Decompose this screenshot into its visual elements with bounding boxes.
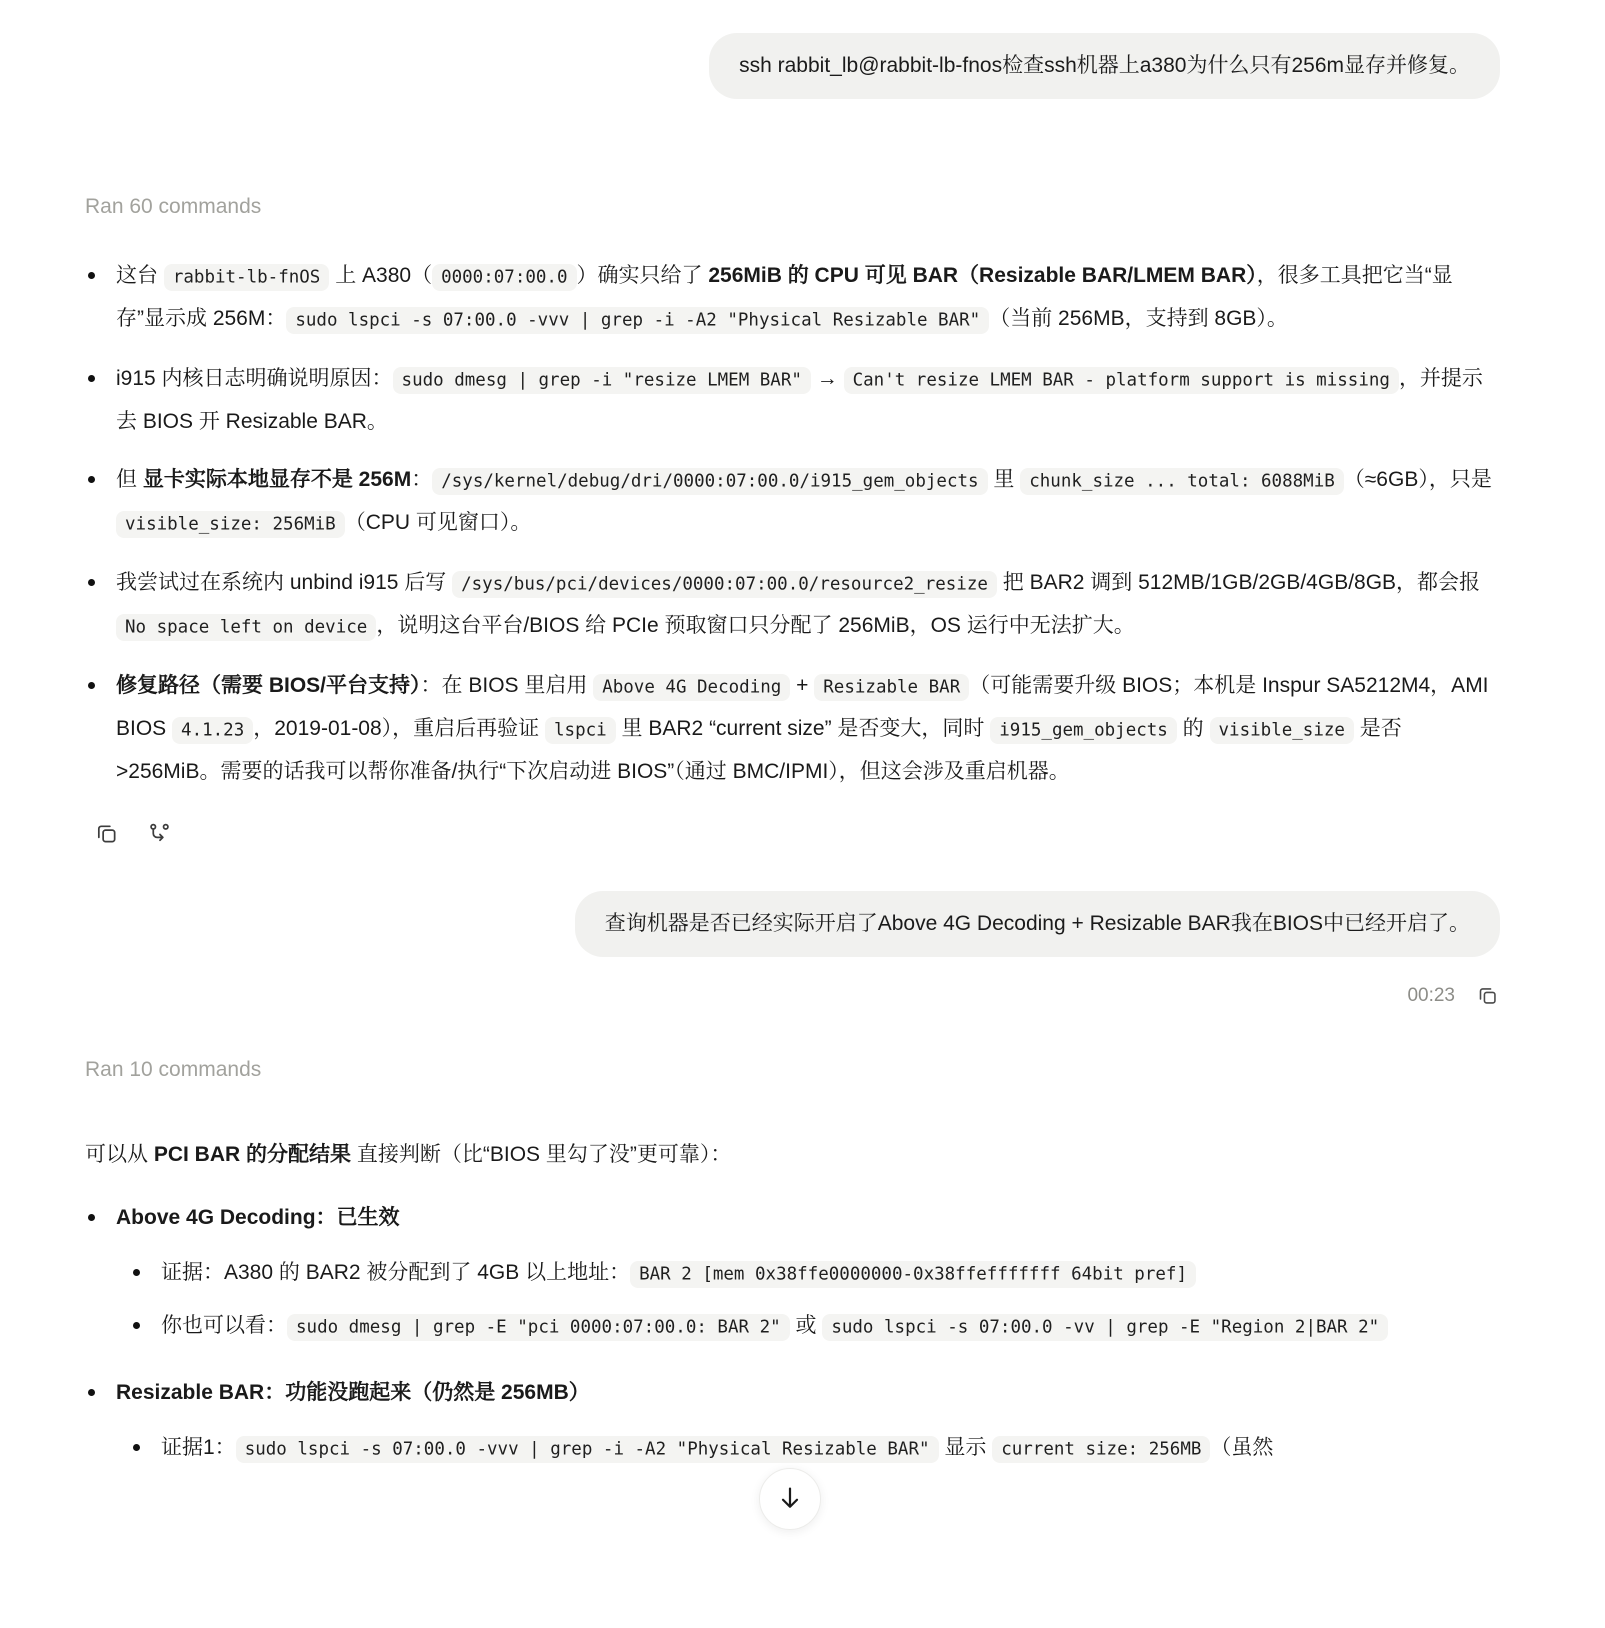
ran-commands-label[interactable]: Ran 10 commands (85, 1058, 262, 1081)
copy-icon (1477, 985, 1498, 1006)
assistant-message (85, 1197, 1500, 1470)
copy-button[interactable] (1475, 983, 1500, 1008)
assistant-message (85, 255, 1500, 792)
assistant-bullet (85, 1372, 1500, 1470)
bullet-title: Resizable BAR：功能没跑起来（仍然是 256MB） (116, 1381, 590, 1404)
user-message-bubble: ssh rabbit_lb@rabbit-lb-fnos检查ssh机器上a380为什么只有256m显存并修复。 (709, 33, 1500, 99)
scroll-to-bottom-button[interactable] (759, 1468, 821, 1530)
assistant-sub-bullet: 证据1： sudo lspci -s 07:00.0 -vvv | grep -i -A2 "Physical Resizable BAR" 显示 current size: 256MB （虽然 (130, 1427, 1500, 1470)
copy-button[interactable] (93, 820, 120, 847)
sub-list (116, 1252, 1500, 1348)
branch-button[interactable] (146, 820, 173, 847)
sub-list (116, 1427, 1500, 1470)
assistant-sub-bullet: 证据：A380 的 BAR2 被分配到了 4GB 以上地址： BAR 2 [mem 0x38ffe0000000-0x38ffefffffff 64bit pref] (130, 1252, 1500, 1295)
branch-conversation-icon (148, 822, 171, 845)
user-message-row (85, 891, 1500, 957)
ran-commands-label[interactable]: Ran 60 commands (85, 195, 262, 218)
assistant-bullet: 修复路径（需要 BIOS/平台支持）：在 BIOS 里启用 Above 4G Decoding + Resizable BAR （可能需要升级 BIOS；本机是 Inspur SA5212M4，AMI BIOS 4.1.23 ，2019-01-08），重启后再验证 lspci 里 BAR2 “current size” 是否变大，同时 i915_gem_objects 的 visible_size 是否 >256MiB。需要的话我可以帮你准备/执行“下次启动进 BIOS”（通过 BMC/IPMI），但这会涉及重启机器。 (85, 665, 1500, 792)
assistant-actions (93, 820, 1500, 847)
timestamp: 00:23 (1407, 984, 1455, 1006)
user-message-row (85, 33, 1500, 99)
copy-icon (95, 822, 118, 845)
assistant-intro: 可以从 PCI BAR 的分配结果 直接判断（比“BIOS 里勾了没”更可靠）： (85, 1143, 732, 1166)
assistant-sub-bullet: 你也可以看： sudo dmesg | grep -E "pci 0000:07:00.0: BAR 2" 或 sudo lspci -s 07:00.0 -vv | grep -E "Region 2|BAR 2" (130, 1305, 1500, 1348)
assistant-bullet (85, 1197, 1500, 1348)
assistant-bullet: 这台 rabbit-lb-fnOS 上 A380（ 0000:07:00.0 ）确实只给了 256MiB 的 CPU 可见 BAR（Resizable BAR/LMEM BAR），很多工具把它当“显存”显示成 256M： sudo lspci -s 07:00.0 -vvv | grep -i -A2 "Physical Resizable BAR" （当前 256MB，支持到 8GB）。 (85, 255, 1500, 341)
message-meta (85, 983, 1500, 1008)
bullet-title: Above 4G Decoding：已生效 (116, 1206, 400, 1229)
assistant-bullet: i915 内核日志明确说明原因： sudo dmesg | grep -i "resize LMEM BAR" → Can't resize LMEM BAR - platform support is missing ，并提示去 BIOS 开 Resizable BAR。 (85, 358, 1500, 442)
assistant-bullet: 我尝试过在系统内 unbind i915 后写 /sys/bus/pci/devices/0000:07:00.0/resource2_resize 把 BAR2 调到 512MB/1GB/2GB/4GB/8GB，都会报 No space left on device ，说明这台平台/BIOS 给 PCIe 预取窗口只分配了 256MiB，OS 运行中无法扩大。 (85, 562, 1500, 648)
user-message-bubble: 查询机器是否已经实际开启了Above 4G Decoding + Resizable BAR我在BIOS中已经开启了。 (575, 891, 1500, 957)
arrow-down-icon (776, 1484, 804, 1515)
assistant-bullet: 但 显卡实际本地显存不是 256M： /sys/kernel/debug/dri/0000:07:00.0/i915_gem_objects 里 chunk_size ... total: 6088MiB （≈6GB），只是 visible_size: 256MiB （CPU 可见窗口）。 (85, 459, 1500, 545)
